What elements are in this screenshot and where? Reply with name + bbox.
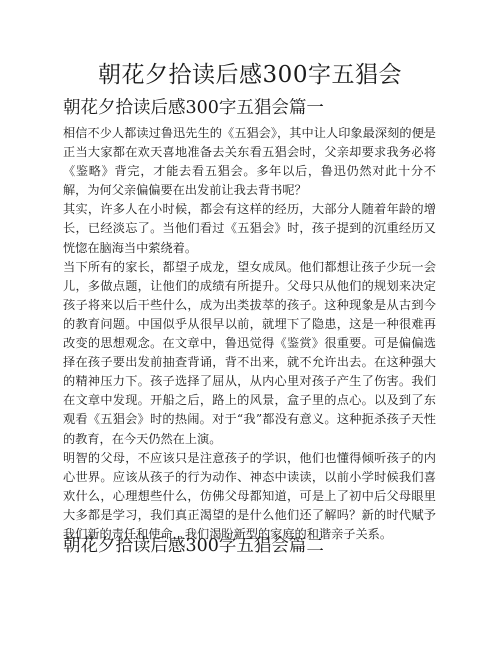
section-heading-2: 朝花夕拾读后感300字五猖会篇二 <box>63 536 324 556</box>
paragraph-1: 相信不少人都读过鲁迅先生的《五猖会》，其中让人印象最深刻的便是正当大家都在欢天喜地准备去关东看五猖会时，父亲却要求我务必将《鉴略》背完，才能去看五猖会。多年以后，鲁迅仍然对此十分不解，为何父亲偏偏要在出发前让我去背书呢？ <box>63 126 436 198</box>
paragraph-4: 明智的父母，不应该只是注意孩子的学识，他们也懂得倾听孩子的内心世界。应该从孩子的行为动作、神态中读读，以前小学时候我们喜欢什么，心理想些什么，仿佛父母都知道，可是上了初中后父母眼里大多都是学习，我们真正渴望的是什么他们还了解吗？新的时代赋予我们新的责任和使命，我们渴盼新型的家庭的和谐亲子关系。 <box>63 450 436 541</box>
paragraph-2: 其实，许多人在小时候，都会有这样的经历，大部分人随着年龄的增长，已经淡忘了。当他们看过《五猖会》时，孩子提到的沉重经历又恍惚在脑海当中萦绕着。 <box>63 202 436 255</box>
paragraph-3: 当下所有的家长，都望子成龙，望女成凤。他们都想让孩子少玩一会儿，多做点题，让他们的成绩有所提升。父母只从他们的规划来决定孩子将来以后干些什么，成为出类拔萃的孩子。这种现象是从古到今的教育问题。中国似乎从很早以前，就埋下了隐患，这是一种很难再改变的思想观念。在文章中，鲁迅觉得《鉴赏》很重要。可是偏偏选择在孩子要出发前抽查背诵，背不出来，就不允许出去。在这种强大的精神压力下。孩子选择了屈从，从内心里对孩子产生了伤害。我们在文章中发现。开船之后，路上的风景，盒子里的点心。以及到了东观看《五猖会》时的热闹。对于“我”都没有意义。这种扼杀孩子天性的教育，在今天仍然在上演。 <box>63 259 436 446</box>
section-heading-1: 朝花夕拾读后感300字五猖会篇一 <box>63 98 324 118</box>
section-1-body <box>63 124 436 544</box>
document-title: 朝花夕拾读后感300字五猖会 <box>98 62 402 88</box>
